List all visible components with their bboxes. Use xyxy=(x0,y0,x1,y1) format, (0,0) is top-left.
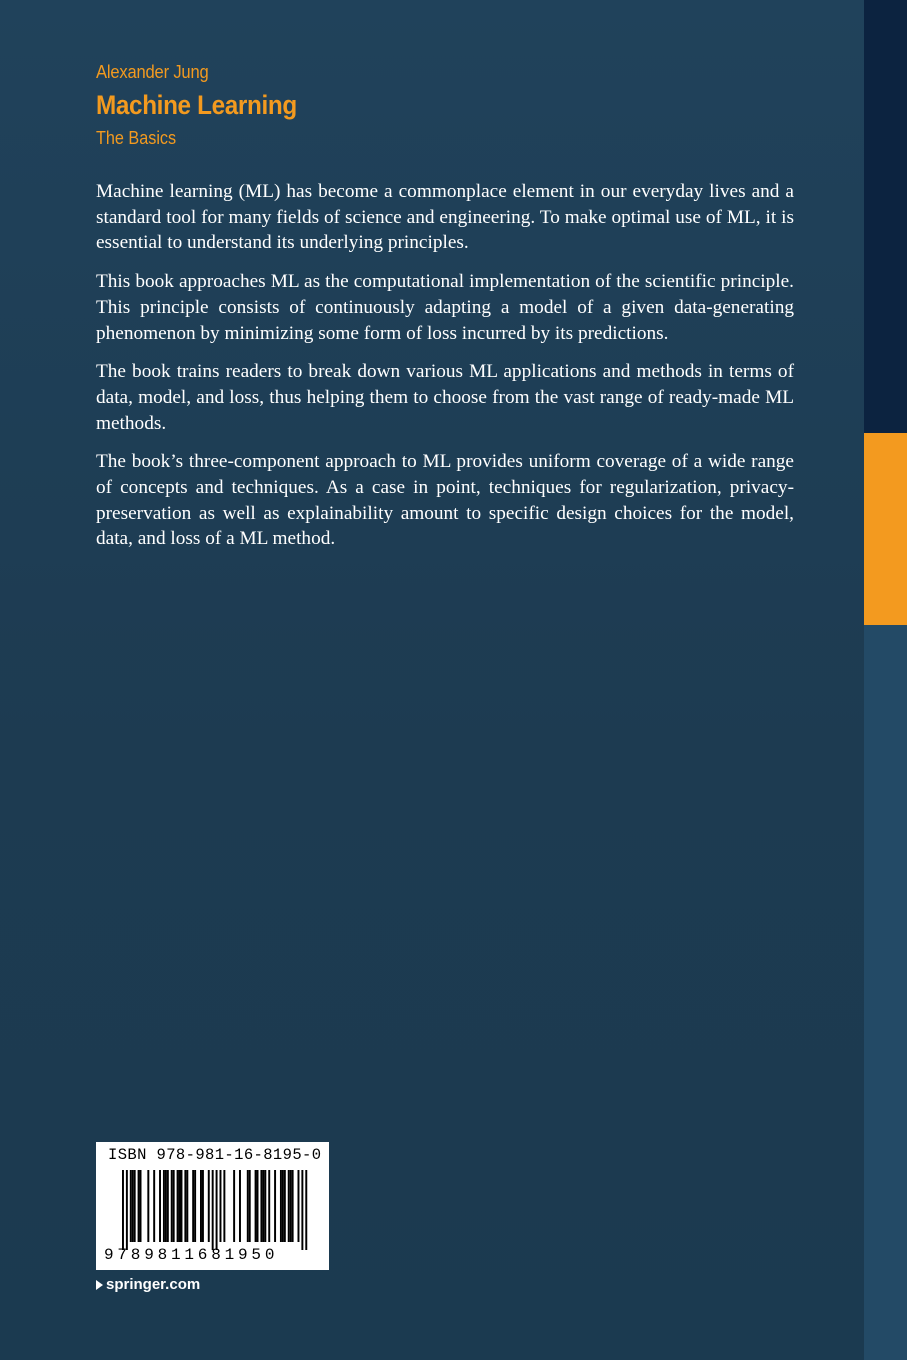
book-subtitle: The Basics xyxy=(96,128,177,148)
barcode-bar xyxy=(247,1170,249,1242)
barcode-bar xyxy=(159,1170,161,1242)
barcode-bar xyxy=(171,1170,173,1242)
barcode-bar xyxy=(255,1170,257,1242)
barcode-bar xyxy=(179,1170,181,1242)
barcode-bar xyxy=(298,1170,300,1242)
barcode-bar xyxy=(264,1170,266,1242)
barcode-bar xyxy=(223,1170,225,1242)
barcode-bar xyxy=(257,1170,259,1242)
barcode-bar xyxy=(220,1170,222,1242)
barcode-bar xyxy=(126,1170,128,1250)
barcode-bar xyxy=(239,1170,241,1242)
barcode-bar xyxy=(132,1170,134,1242)
barcode-bar xyxy=(177,1170,179,1242)
publisher-link[interactable] xyxy=(96,1276,200,1293)
isbn-label: ISBN 978-981-16-8195-0 xyxy=(108,1146,322,1164)
barcode-bar xyxy=(268,1170,270,1242)
barcode-bar xyxy=(181,1170,183,1242)
barcode-bar xyxy=(184,1170,186,1242)
barcode-bar xyxy=(280,1170,282,1242)
barcode-bar xyxy=(262,1170,264,1242)
barcode-bar xyxy=(288,1170,290,1242)
barcode-bar xyxy=(282,1170,284,1242)
barcode-bar xyxy=(194,1170,196,1242)
barcode-bar xyxy=(163,1170,165,1242)
barcode-bar xyxy=(140,1170,142,1242)
publisher-link-label: springer.com xyxy=(106,1276,201,1293)
barcode-bar xyxy=(165,1170,167,1242)
barcode-bar xyxy=(216,1170,218,1250)
barcode-bar xyxy=(138,1170,140,1242)
barcode-bar xyxy=(212,1170,214,1250)
spine-orange-band xyxy=(864,433,907,625)
barcode-bar xyxy=(249,1170,251,1242)
barcode-digits: 9789811681950 xyxy=(104,1246,279,1264)
barcode-bar xyxy=(233,1170,235,1242)
isbn-barcode xyxy=(96,1142,329,1270)
triangle-right-icon xyxy=(96,1280,103,1290)
barcode-bar xyxy=(301,1170,303,1250)
barcode-bar xyxy=(192,1170,194,1242)
barcode-bar xyxy=(274,1170,276,1242)
barcode-bar xyxy=(202,1170,204,1242)
barcode-bar xyxy=(167,1170,169,1242)
barcode-bar xyxy=(130,1170,132,1242)
barcode-bar xyxy=(147,1170,149,1242)
barcode-bar xyxy=(305,1170,307,1250)
barcode-bar xyxy=(122,1170,124,1250)
description-paragraph-2: This book approaches ML as the computational implementation of the scientific principle. This principle consists of continuously adapting a model of a given data-generating phenomenon by minimizing some form of loss incurred by its predictions. xyxy=(96,271,794,344)
barcode-bar xyxy=(153,1170,155,1242)
barcode-bar xyxy=(292,1170,294,1242)
barcode-bar xyxy=(134,1170,136,1242)
description-paragraph-4: The book’s three-component approach to ML provides uniform coverage of a wide range of concepts and techniques. As a case in point, techniques for regularization, privacy-preservation as well as explainability amount to specific design choices for the model, data, and loss of a ML method. xyxy=(96,451,794,550)
book-title: Machine Learning xyxy=(96,90,297,120)
spine-navy-band xyxy=(864,0,907,433)
barcode-bar xyxy=(290,1170,292,1242)
description-paragraph-3: The book trains readers to break down various ML applications and methods in terms of data, model, and loss, thus helping them to choose from the vast range of ready-made ML methods. xyxy=(96,361,794,434)
barcode-bar xyxy=(208,1170,210,1242)
description-paragraph-1: Machine learning (ML) has become a commonplace element in our everyday lives and a standard tool for many fields of science and engineering. To make optimal use of ML, it is essential to understand its underlying principles. xyxy=(96,181,794,254)
barcode-bar xyxy=(260,1170,262,1242)
barcode-bar xyxy=(173,1170,175,1242)
barcode-bar xyxy=(284,1170,286,1242)
author-name: Alexander Jung xyxy=(96,62,209,82)
barcode-bar xyxy=(186,1170,188,1242)
book-description xyxy=(96,179,794,565)
barcode-bar xyxy=(200,1170,202,1242)
